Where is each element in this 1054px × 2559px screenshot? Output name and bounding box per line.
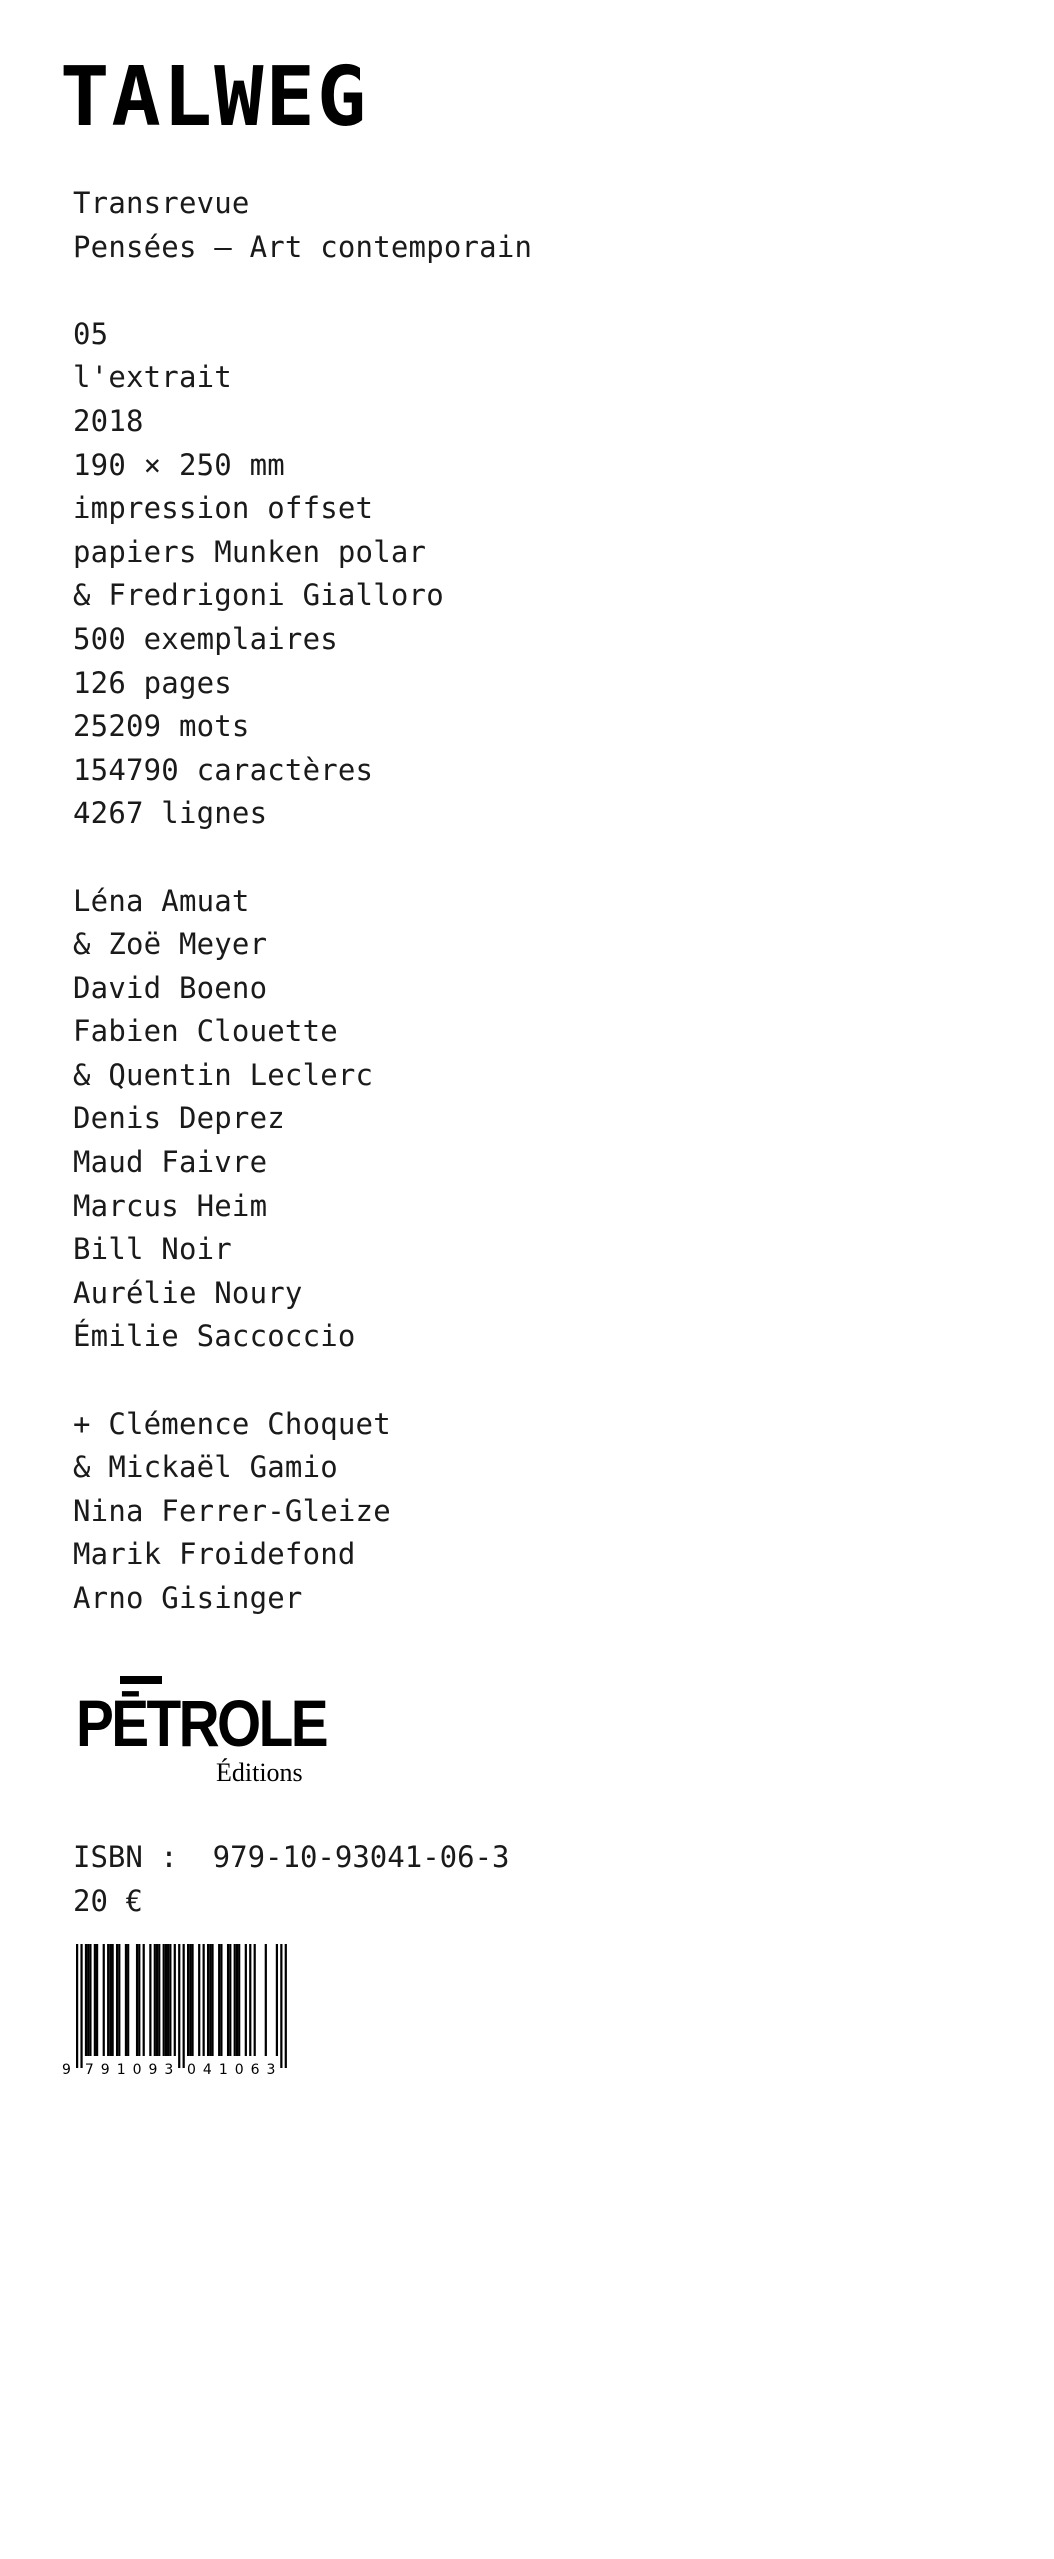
barcode-graphic	[58, 1944, 318, 2076]
barcode-bar	[220, 1944, 222, 2056]
barcode-bar	[254, 1944, 256, 2056]
barcode-bar	[109, 1944, 111, 2056]
barcode-bar	[236, 1944, 238, 2056]
barcode-bar	[158, 1944, 160, 2056]
spacer	[73, 1359, 973, 1403]
contributor: Maud Faivre	[73, 1145, 268, 1180]
print-run: 500 exemplaires	[73, 621, 338, 656]
logo-wordmark: PĒTROLE	[76, 1686, 327, 1760]
barcode-bar	[116, 1944, 118, 2056]
contributor: David Boeno	[73, 970, 268, 1005]
barcode-bar	[165, 1944, 167, 2056]
paper-2: & Fredrigoni Gialloro	[73, 578, 444, 613]
barcode-bar	[163, 1944, 165, 2056]
issue-theme: l'extrait	[73, 360, 232, 395]
barcode-bar	[125, 1944, 127, 2056]
word-count: 25209 mots	[73, 709, 250, 744]
barcode-bar	[280, 1944, 282, 2068]
isbn: ISBN : 979-10-93041-06-3	[73, 1840, 510, 1874]
price: 20 €	[73, 1883, 143, 1918]
additional-contributor: + Clémence Choquet	[73, 1406, 391, 1441]
barcode-bar	[227, 1944, 229, 2056]
barcode-bar	[174, 1944, 176, 2056]
barcode-bar	[234, 1944, 236, 2056]
barcode-bar	[85, 1944, 87, 2056]
additional-contributor: & Mickaël Gamio	[73, 1450, 338, 1485]
barcode-bar	[276, 1944, 278, 2056]
barcode-bar	[138, 1944, 140, 2056]
barcode-bar	[96, 1944, 98, 2056]
character-count: 154790 caractères	[73, 752, 374, 787]
barcode-bar	[245, 1944, 247, 2056]
colophon-text	[73, 182, 973, 1621]
spacer	[73, 269, 973, 313]
barcode-left-digits: 791093	[84, 2062, 181, 2076]
barcode-bar	[211, 1944, 213, 2056]
contributor: Denis Deprez	[73, 1101, 285, 1136]
barcode-bar	[94, 1944, 96, 2056]
contributor: Aurélie Noury	[73, 1275, 303, 1310]
barcode-bar	[285, 1944, 287, 2068]
barcode-bar	[87, 1944, 89, 2056]
contributor: Marcus Heim	[73, 1188, 268, 1223]
barcode-bar	[156, 1944, 158, 2056]
barcode-bar	[169, 1944, 171, 2056]
barcode-bar	[191, 1944, 193, 2056]
issue-year: 2018	[73, 403, 144, 438]
barcode-bar	[189, 1944, 191, 2056]
barcode-bar	[187, 1944, 189, 2056]
contributor: Fabien Clouette	[73, 1014, 338, 1049]
barcode-bar	[107, 1944, 109, 2056]
issue-number: 05	[73, 316, 109, 351]
contributor: Émilie Saccoccio	[73, 1319, 356, 1354]
barcode-bar	[209, 1944, 211, 2056]
contributor: & Quentin Leclerc	[73, 1057, 374, 1092]
book-meta	[73, 1836, 510, 1923]
barcode-bar	[207, 1944, 209, 2056]
publication-subtitle: Pensées — Art contemporain	[73, 229, 533, 264]
barcode-bar	[118, 1944, 120, 2056]
isbn-barcode	[58, 1944, 318, 2076]
logo-macron-bar	[120, 1676, 162, 1684]
line-count: 4267 lignes	[73, 796, 268, 831]
page-count: 126 pages	[73, 665, 232, 700]
barcode-bar	[80, 1944, 82, 2068]
contributor: Bill Noir	[73, 1232, 232, 1267]
additional-contributor: Arno Gisinger	[73, 1581, 303, 1615]
paper-1: papiers Munken polar	[73, 534, 427, 569]
barcode-bar	[112, 1944, 114, 2056]
barcode-bar	[238, 1944, 240, 2056]
barcode-bar	[249, 1944, 251, 2056]
barcode-bar	[229, 1944, 231, 2056]
barcode-bar	[265, 1944, 267, 2056]
barcode-first-digit: 9	[62, 2062, 78, 2076]
barcode-right-digits: 041063	[187, 2062, 283, 2076]
barcode-bar	[127, 1944, 129, 2056]
barcode-bar	[89, 1944, 91, 2056]
contributor: Léna Amuat	[73, 883, 250, 918]
print-method: impression offset	[73, 491, 374, 526]
barcode-bar	[136, 1944, 138, 2056]
publication-type: Transrevue	[73, 186, 250, 220]
barcode-bar	[183, 1944, 185, 2068]
contributor: & Zoë Meyer	[73, 927, 268, 962]
barcode-bar	[198, 1944, 200, 2056]
page-title: TALWEG	[60, 50, 369, 145]
format-dimensions: 190 × 250 mm	[73, 447, 285, 482]
barcode-bar	[149, 1944, 151, 2056]
barcode-bar	[178, 1944, 180, 2068]
logo-subtitle: Éditions	[216, 1758, 303, 1787]
barcode-bar	[203, 1944, 205, 2056]
additional-contributor: Marik Froidefond	[73, 1537, 356, 1572]
publisher-logo	[76, 1676, 326, 1796]
barcode-bar	[76, 1944, 78, 2068]
barcode-bar	[218, 1944, 220, 2056]
spacer	[73, 836, 973, 880]
barcode-bar	[154, 1944, 156, 2056]
barcode-bar	[143, 1944, 145, 2056]
barcode-bar	[167, 1944, 169, 2056]
additional-contributor: Nina Ferrer-Gleize	[73, 1493, 391, 1528]
barcode-bar	[103, 1944, 105, 2056]
